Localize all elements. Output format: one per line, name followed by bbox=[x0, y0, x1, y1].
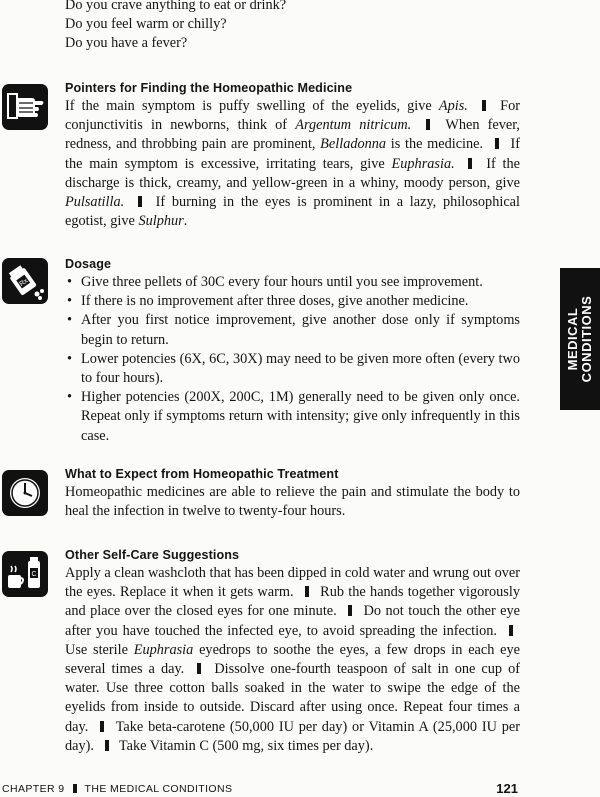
separator-mark bbox=[138, 196, 142, 207]
list-item: • After you first notice improvement, give another dose only if symptoms begin to return. bbox=[65, 311, 520, 349]
section-body: Homeopathic medicines are able to relieve the pain and stimulate the body to heal the infection in twelve to twenty-four hours. bbox=[65, 484, 520, 520]
separator-mark bbox=[426, 119, 430, 130]
section-dosage bbox=[65, 256, 520, 446]
question-line: Do you feel warm or chilly? bbox=[65, 16, 227, 33]
separator-mark bbox=[197, 663, 201, 674]
section-heading: Dosage bbox=[65, 257, 112, 271]
section-heading: What to Expect from Homeopathic Treatment bbox=[65, 467, 339, 481]
list-item: • Higher potencies (200X, 200C, 1M) generally need to be given only once. Repeat only if symptoms return with intensity; give only infrequently in this case. bbox=[65, 388, 520, 446]
list-item: • If there is no improvement after three doses, give another medicine. bbox=[65, 292, 520, 311]
section-expect bbox=[65, 466, 520, 521]
intro-questions bbox=[65, 0, 520, 54]
separator-mark bbox=[495, 138, 499, 149]
section-body: Apply a clean washcloth that has been dipped in cold water and wrung out over the eyes. Replace it when it gets warm. Rub the hands together vigorously and place over the closed eyes for one minute. Do not touch the other eye after you have touched the infected eye, to avoid spreading the infection. Use sterile Euphrasia eyedrops to soothe the eyes, a few drops in each eye several times a day. Dissolve one-fourth teaspoon of salt in one cup of water. Use three cotton balls soaked in the water to swipe the edge of the eyelids from inside to outside. Discard after using once. Repeat four times a day. Take beta-carotene (50,000 IU per day) or Vitamin A (25,000 IU per day). Take Vitamin C (500 mg, six times per day). bbox=[65, 565, 521, 754]
clock-icon bbox=[2, 470, 48, 516]
svg-text:Rx: Rx bbox=[18, 277, 30, 289]
separator-mark bbox=[482, 100, 486, 111]
question-line: Do you crave anything to eat or drink? bbox=[65, 0, 287, 13]
separator-mark bbox=[509, 625, 513, 636]
section-heading: Other Self-Care Suggestions bbox=[65, 548, 240, 562]
side-tab-label: MEDICAL CONDITIONS bbox=[565, 295, 594, 383]
section-body: If the main symptom is puffy swelling of the eyelids, give Apis. For conjunctivitis in newborns, think of Argentum nitricum. When fever, redness, and throbbing pain are prominent, Belladonna is the medicine. If the main symptom is excessive, irritating tears, give Euphrasia. If the discharge is thick, creamy, and yellow-green in a whiny, moody person, give Pulsatilla. If burning in the eyes is prominent in a lazy, philosophical egotist, give Sulphur. bbox=[65, 98, 521, 230]
separator-mark bbox=[73, 784, 77, 793]
separator-mark bbox=[348, 605, 352, 616]
list-item: • Lower potencies (6X, 6C, 30X) may need to be given more often (every two to four hours). bbox=[65, 350, 520, 388]
side-tab bbox=[560, 268, 600, 410]
question-line: Do you have a fever? bbox=[65, 35, 188, 52]
section-selfcare bbox=[65, 547, 520, 756]
section-heading: Pointers for Finding the Homeopathic Medicine bbox=[65, 81, 353, 95]
self-care-supplies-icon bbox=[2, 551, 48, 597]
page-number: 121 bbox=[496, 781, 518, 796]
page-footer bbox=[0, 781, 520, 797]
section-pointers bbox=[65, 80, 520, 231]
separator-mark bbox=[100, 721, 104, 732]
footer-chapter: CHAPTER 9 THE MEDICAL CONDITIONS bbox=[2, 783, 233, 795]
pointing-hand-icon bbox=[2, 84, 48, 130]
list-item: • Give three pellets of 30C every four hours until you see improvement. bbox=[65, 273, 520, 292]
separator-mark bbox=[305, 586, 309, 597]
separator-mark bbox=[105, 740, 109, 751]
svg-text:C: C bbox=[31, 571, 37, 578]
dosage-list bbox=[65, 273, 520, 446]
pill-bottle-icon bbox=[2, 258, 48, 304]
separator-mark bbox=[468, 158, 472, 169]
